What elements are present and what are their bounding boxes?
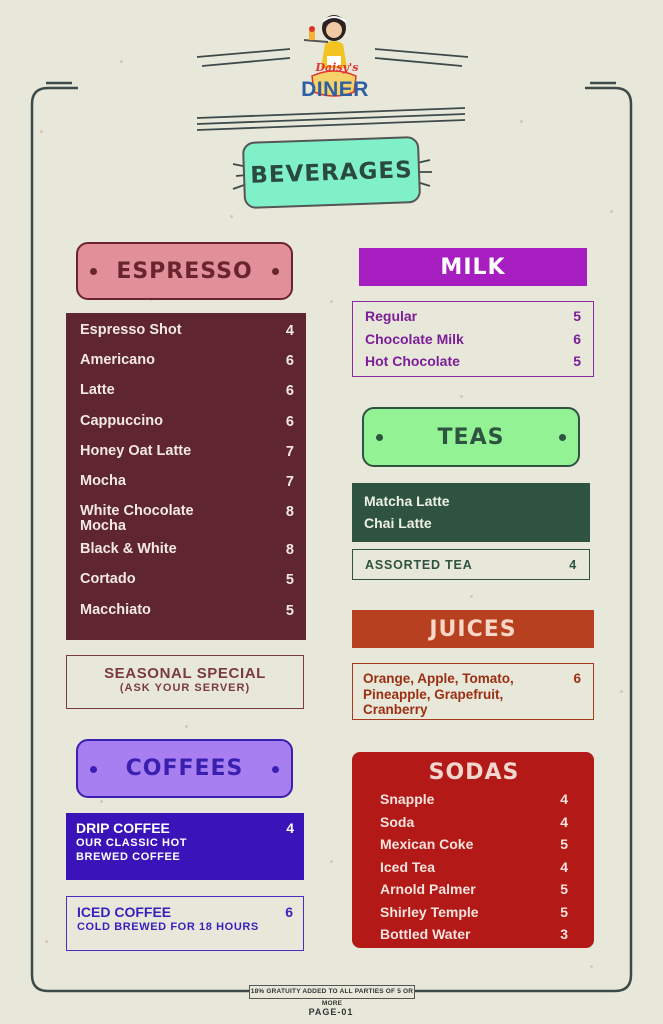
item-description: COLD BREWED FOR 18 HOURS	[77, 921, 259, 933]
item-price: 7	[285, 473, 294, 490]
item-price: 5	[560, 903, 568, 920]
list-item	[380, 836, 568, 859]
list-item	[80, 444, 294, 474]
milk-title: MILK	[359, 248, 587, 286]
item-price: 6	[285, 383, 294, 400]
seasonal-title: SEASONAL SPECIAL	[104, 665, 266, 682]
list-item	[80, 414, 294, 444]
item-name: Soda	[380, 813, 415, 830]
pin-icon	[90, 766, 97, 773]
list-item	[80, 353, 294, 383]
list-item	[380, 814, 568, 837]
pin-icon	[559, 434, 566, 441]
gratuity-note: 18% GRATUITY ADDED TO ALL PARTIES OF 5 OR MORE	[249, 985, 415, 999]
item-name: Chocolate Milk	[365, 330, 464, 347]
seasonal-subtitle: (ASK YOUR SERVER)	[119, 682, 251, 694]
item-name: Latte	[80, 382, 115, 399]
drip-coffee-box	[66, 813, 304, 880]
item-name: White Chocolate Mocha	[80, 503, 194, 535]
list-item	[80, 504, 294, 542]
brand-script-name: Daisy's	[315, 61, 359, 74]
item-price: 3	[560, 926, 568, 942]
teas-title: TEAS	[437, 424, 505, 450]
list-item	[80, 603, 294, 633]
juice-list-text: Orange, Apple, Tomato, Pineapple, Grapefruit, Cranberry	[363, 671, 514, 717]
iced-coffee-box	[66, 896, 304, 951]
teas-plaque	[362, 407, 580, 467]
item-price: 5	[285, 602, 294, 619]
item-name: ASSORTED TEA	[365, 557, 473, 572]
item-price: 5	[573, 353, 581, 369]
item-description: OUR CLASSIC HOT BREWED COFFEE	[76, 837, 188, 863]
item-price: 5	[285, 572, 294, 589]
list-item	[80, 572, 294, 602]
list-item	[365, 353, 581, 376]
juice-menu	[352, 663, 594, 720]
pin-icon	[90, 268, 97, 275]
list-item	[380, 791, 568, 814]
item-price: 5	[560, 836, 568, 852]
item-name: DRIP COFFEE	[76, 820, 170, 836]
item-name: Americano	[80, 352, 155, 369]
item-price: 4	[560, 813, 568, 830]
coffees-plaque	[76, 739, 293, 798]
tea-menu	[352, 483, 590, 542]
item-price: 6	[573, 671, 581, 686]
item-name: Cortado	[80, 571, 136, 588]
item-price: 4	[560, 858, 568, 875]
pin-icon	[272, 766, 279, 773]
brand-name: DINER	[301, 78, 369, 101]
item-price: 7	[285, 443, 294, 460]
item-price: 6	[285, 413, 294, 430]
item-name: Snapple	[380, 791, 435, 807]
item-name: Iced Tea	[380, 858, 435, 875]
list-item: Matcha Latte	[364, 493, 450, 509]
list-item: Chai Latte	[364, 515, 432, 531]
pin-icon	[272, 268, 279, 275]
item-price: 8	[285, 542, 294, 559]
item-name: Cappuccino	[80, 412, 163, 429]
item-name: Arnold Palmer	[380, 881, 476, 897]
juices-title: JUICES	[352, 610, 594, 648]
espresso-plaque	[76, 242, 293, 300]
beverages-plaque	[242, 136, 421, 209]
list-item	[365, 308, 581, 331]
section-title: BEVERAGES	[249, 156, 414, 189]
sodas-menu	[352, 752, 594, 948]
item-price: 5	[560, 881, 568, 897]
item-name: Honey Oat Latte	[80, 442, 192, 459]
list-item	[380, 859, 568, 882]
list-item	[380, 881, 568, 904]
espresso-title: ESPRESSO	[116, 258, 253, 284]
item-price: 8	[285, 504, 294, 521]
item-name: Espresso Shot	[80, 322, 182, 338]
item-name: Shirley Temple	[380, 903, 479, 920]
item-name: ICED COFFEE	[77, 904, 172, 920]
item-price: 4	[286, 820, 294, 836]
seasonal-special-box	[66, 655, 304, 709]
list-item	[380, 926, 568, 949]
assorted-tea-box	[352, 549, 590, 580]
item-name: Bottled Water	[380, 926, 471, 942]
item-name: Regular	[365, 308, 418, 324]
milk-menu	[352, 301, 594, 377]
item-price: 5	[573, 308, 581, 324]
item-price: 4	[569, 557, 577, 572]
item-name: Mocha	[80, 472, 126, 489]
item-name: Macchiato	[80, 601, 151, 618]
list-item	[365, 331, 581, 354]
list-item	[380, 904, 568, 927]
item-price: 6	[285, 904, 293, 920]
list-item	[80, 323, 294, 353]
item-price: 4	[285, 323, 294, 339]
list-item	[80, 542, 294, 572]
pin-icon	[376, 434, 383, 441]
item-price: 6	[285, 353, 294, 370]
sodas-title: SODAS	[428, 760, 520, 785]
page-number: PAGE-01	[308, 1007, 354, 1017]
item-name: Black & White	[80, 541, 177, 558]
coffees-title: COFFEES	[125, 756, 244, 781]
espresso-menu	[66, 313, 306, 640]
list-item	[80, 474, 294, 504]
list-item	[80, 383, 294, 413]
item-price: 6	[573, 330, 581, 347]
item-name: Hot Chocolate	[365, 353, 460, 369]
item-name: Mexican Coke	[380, 836, 474, 852]
item-price: 4	[560, 791, 568, 807]
